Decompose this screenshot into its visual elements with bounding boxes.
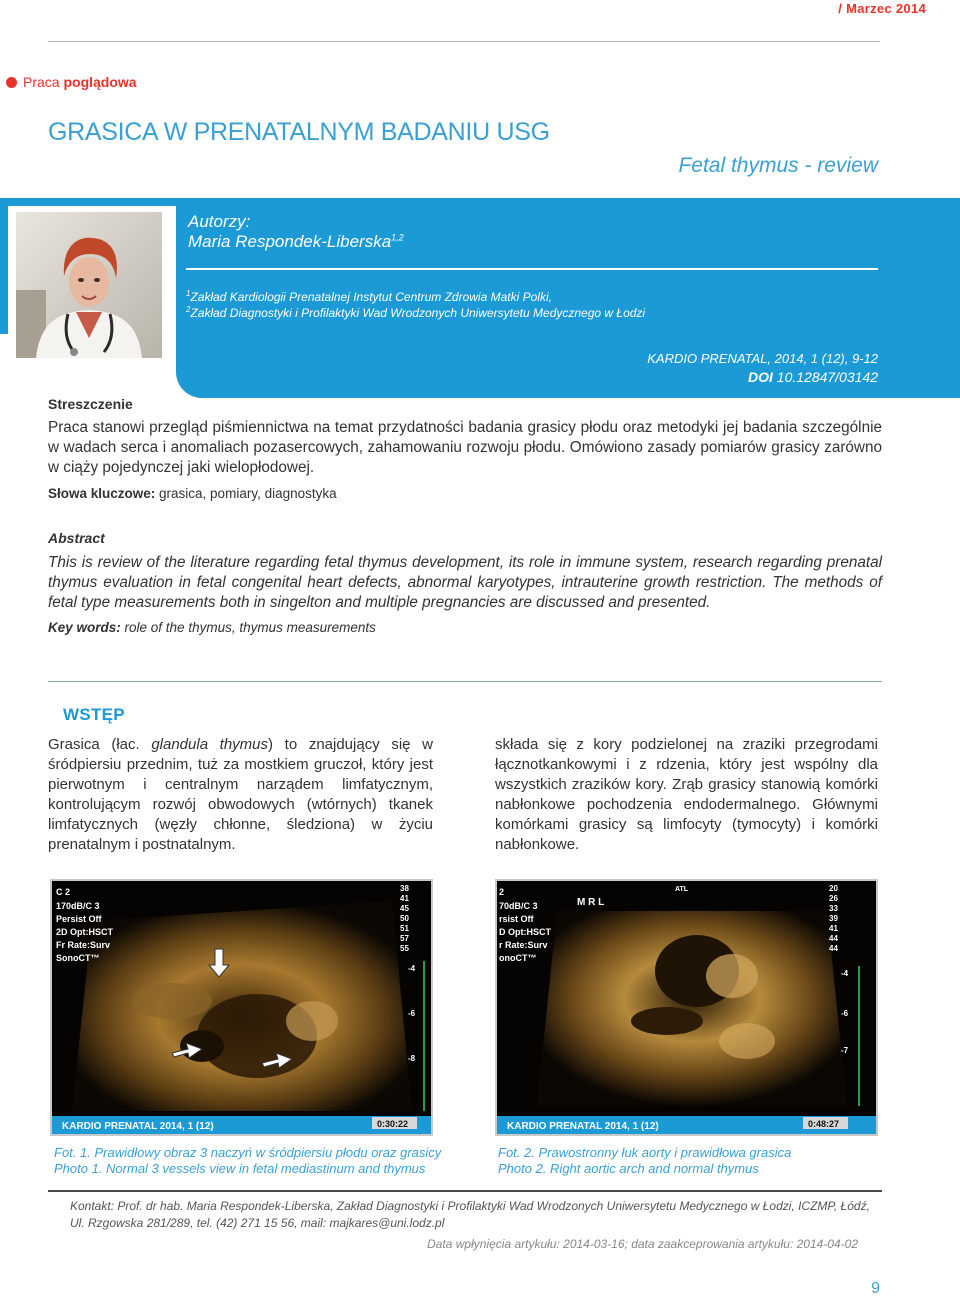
figure-1-caption: Fot. 1. Prawidłowy obraz 3 naczyń w śródpiersiu płodu oraz grasicy Photo 1. Normal 3 vessels view in fetal mediastinum and thymus: [54, 1145, 442, 1176]
title-english: Fetal thymus - review: [678, 154, 878, 177]
us2-scale-6: 44: [829, 944, 838, 953]
doi: DOI 10.12847/03142: [748, 369, 878, 385]
us1-scale-6: 55: [400, 944, 409, 953]
us2-setting-2: rsist Off: [499, 914, 534, 924]
us1-bar-label: KARDIO PRENATAL 2014, 1 (12): [62, 1121, 214, 1132]
us2-scale-5: 44: [829, 934, 838, 943]
us1-scale-2: 45: [400, 904, 409, 913]
received-dates: Data wpłynięcia artykułu: 2014-03-16; data zaakceprowania artykułu: 2014-04-02: [427, 1237, 858, 1251]
us2-depth-2: -7: [841, 1046, 849, 1055]
us2-time: 0:48:27: [808, 1119, 840, 1129]
authors-heading: Autorzy:: [188, 212, 251, 231]
streszczenie-text: Praca stanowi przegląd piśmiennictwa na temat przydatności badania grasicy płodu oraz metodyki jej badania szczególnie w wadach serca i anomaliach pozasercowych, zahamowaniu rozwoju płodu. Omówiono zasady pomiarów grasicy zarówno w ciąży pojedynczej jaki wielopłodowej.: [48, 419, 882, 476]
us2-scale-0: 20: [829, 884, 838, 893]
journal-citation: KARDIO PRENATAL, 2014, 1 (12), 9-12: [647, 351, 878, 366]
us1-scale-1: 41: [400, 894, 409, 903]
abstract-text: This is review of the literature regarding fetal thymus development, its role in immune system, research regarding prenatal thymus evaluation in fetal congenital heart defects, abnormal karyotypes, intrauterine growth restriction. The methods of fetal type measurements both in singelton and multiple pregnancies are discussed and presented.: [48, 554, 882, 611]
abstract-heading: Abstract: [48, 530, 105, 546]
bullet-dot-icon: [6, 77, 17, 88]
page-number: 9: [871, 1280, 880, 1297]
us1-setting-1: 170dB/C 3: [56, 901, 100, 911]
us2-corner-label: ATL: [675, 886, 689, 893]
contact-line-1: Kontakt: Prof. dr hab. Maria Respondek-Liberska, Zakład Diagnostyki i Profilaktyki Wad Wrodzonych Uniwersytetu Medycznego w Łodzi, ICZMP, Łódź,: [70, 1199, 870, 1213]
us1-depth-2: -8: [408, 1054, 416, 1063]
us1-setting-5: SonoCT™: [56, 953, 100, 963]
affiliation-2: $^2$Zakład Diagnostyki i Profilaktyki Wad Wrodzonych Uniwersytetu Medycznego w Łodzi: [186, 305, 646, 320]
us1-setting-3: 2D Opt:HSCT: [56, 927, 113, 937]
citation-band: [176, 334, 960, 398]
us2-setting-1: 70dB/C 3: [499, 901, 538, 911]
us1-scale-3: 50: [400, 914, 409, 923]
us2-depth-1: -6: [841, 1009, 849, 1018]
streszczenie-keywords: Słowa kluczowe: grasica, pomiary, diagnostyka: [48, 486, 337, 501]
author-name: Maria Respondek-Liberska$^{1,2}$: [188, 232, 404, 251]
us2-setting-3: D Opt:HSCT: [499, 927, 551, 937]
us2-scale-2: 33: [829, 904, 838, 913]
intro-column-1: Grasica (łac. glandula thymus) to znajdujący się w śródpiersiu przednim, tuż za mostkiem gruczoł, który jest pierwotnym i centralnym narządem limfatycznym, kontrolującym rozwój obwodowych (wtórnych) tkanek limfatycznych (węzły chłonne, śledziona) w życiu prenatalnym i postnatalnym.: [48, 736, 434, 853]
ultrasound-photo-1: [50, 879, 433, 1136]
ultrasound-photo-2: [495, 879, 878, 1136]
us2-scale-4: 41: [829, 924, 838, 933]
us1-setting-4: Fr Rate:Surv: [56, 940, 111, 950]
us2-bar-label: KARDIO PRENATAL 2014, 1 (12): [507, 1121, 659, 1132]
section-divider: [48, 681, 882, 682]
us2-scale-3: 39: [829, 914, 838, 923]
article-type: Praca poglądowa: [23, 74, 137, 90]
us2-setting-4: r Rate:Surv: [499, 940, 548, 950]
us1-scale-5: 57: [400, 934, 409, 943]
streszczenie-heading: Streszczenie: [48, 396, 133, 412]
contact-divider: [48, 1190, 882, 1192]
abstract-keywords: Key words: role of the thymus, thymus measurements: [48, 620, 376, 635]
us1-scale-4: 51: [400, 924, 409, 933]
author-divider: [186, 268, 878, 270]
us1-setting-0: C 2: [56, 887, 71, 897]
figure-2-caption: Fot. 2. Prawostronny łuk aorty i prawidłowa grasica Photo 2. Right aortic arch and normal thymus: [498, 1145, 792, 1176]
us2-depth-0: -4: [841, 969, 849, 978]
us2-setting-5: onoCT™: [499, 953, 537, 963]
us1-time: 0:30:22: [377, 1119, 409, 1129]
title-polish: GRASICA W PRENATALNYM BADANIU USG: [48, 118, 550, 146]
us1-scale-0: 38: [400, 884, 409, 893]
us1-depth-1: -6: [408, 1009, 416, 1018]
issue-label: / Marzec 2014: [838, 1, 926, 16]
us1-depth-0: -4: [408, 964, 416, 973]
us2-top-label: M R L: [577, 897, 605, 908]
header-divider: [48, 41, 880, 42]
affiliation-1: $^1$Zakład Kardiologii Prenatalnej Instytut Centrum Zdrowia Matki Polki,: [186, 289, 552, 304]
us2-scale-1: 26: [829, 894, 838, 903]
us2-setting-0: 2: [499, 887, 505, 897]
contact-line-2: Ul. Rzgowska 281/289, tel. (42) 271 15 56, mail: majkares@uni.lodz.pl: [70, 1216, 445, 1230]
intro-column-2: składa się z kory podzielonej na zraziki przegrodami łącznotkankowymi i z rdzenia, który jest wspólny dla wszystkich zrazików kory. Zrąb grasicy stanowią komórki nabłonkowe pochodzenia endodermalnego. Głównymi komórkami grasicy są limfocyty (tymocyty) i komórki nabłonkowe.: [495, 736, 878, 853]
author-photo: [16, 212, 162, 358]
intro-heading: WSTĘP: [63, 705, 125, 724]
us1-setting-2: Persist Off: [56, 914, 102, 924]
